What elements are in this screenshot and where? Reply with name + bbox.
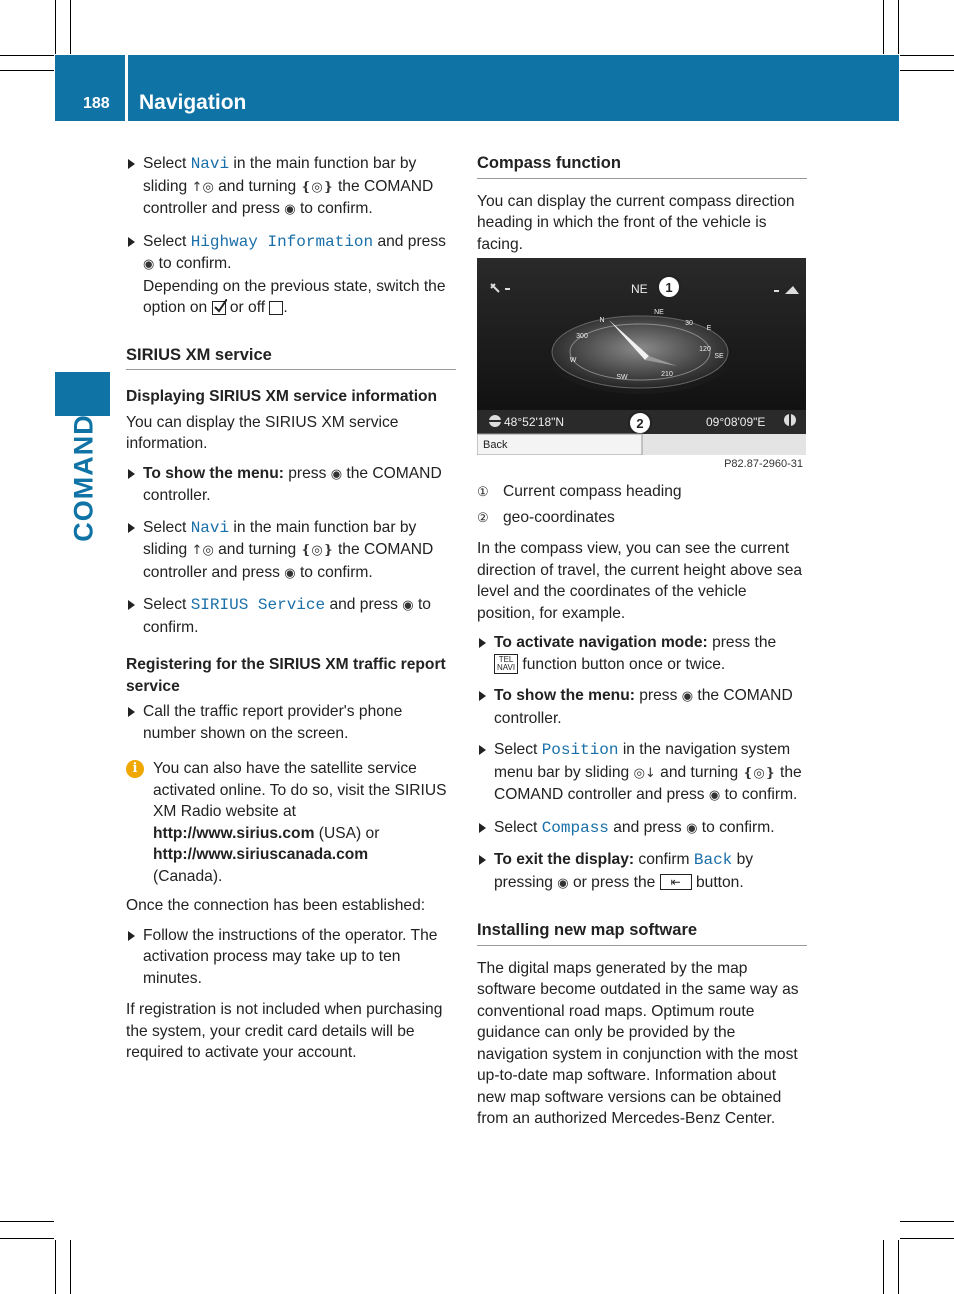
map-software-text: The digital maps generated by the map software become outdated in the same way as conventional road maps. Optimum route guidance can only be provided by the navigation system in conjunction with the most up-to-date map software. Information about new map software versions can be obtained from an authorized Mercedes-Benz Center. [477,959,799,1127]
step-select-navi-2 [126,517,456,585]
turn-icon: ❴◎❵ [300,179,334,195]
text: (Canada). [153,867,223,885]
text: and turning [655,763,743,781]
text: Select [494,741,542,758]
text: Select [143,155,191,172]
compass-heading: Compass function [477,153,807,179]
connection-text: Once the connection has been established: [126,897,426,914]
crop-mark [883,0,884,54]
compass-screen [477,258,806,455]
press-icon: ◉ [708,788,721,803]
callout-2-label: 2 [636,416,644,431]
crop-mark [0,55,54,56]
side-tab [55,372,110,416]
text: Select [143,518,191,536]
back-button-icon: ⇤ [660,874,692,890]
compass-intro: You can display the current compass direction heading in which the front of the vehicle is facing. [477,192,795,253]
header-divider [125,55,128,121]
text: and turning [213,177,301,195]
step-select-sirius-service [126,594,456,638]
text: To show the menu: [494,687,635,704]
turn-icon: ❴◎❵ [300,543,334,558]
turn-icon: ❴◎❵ [742,765,776,781]
crop-mark [900,55,954,56]
crop-mark [55,0,56,54]
text: Call the traffic report provider's phone number shown on the screen. [143,703,403,742]
callout-2 [629,412,651,434]
dial-label: 210 [661,371,673,378]
crop-mark [55,1240,56,1294]
right-column-continued [477,481,807,1138]
step-select-compass [477,817,807,840]
text: to confirm. [295,563,373,581]
crop-mark [900,1238,954,1239]
text: to confirm. [295,200,373,217]
text: Follow the instructions of the operator. The activation process may take up to ten minutes. [143,926,438,987]
step-call-provider [126,701,456,744]
callout-1 [658,276,680,298]
text: Select [143,232,191,250]
text: to confirm. [697,818,775,836]
info-icon: i [126,760,144,778]
text: the COMAND controller and press [494,763,802,803]
checkmark-icon [213,299,227,313]
dial-label: E [706,325,712,332]
text: the COMAND controller and press [143,177,434,217]
step-select-position [477,739,807,807]
figure-caption: P82.87-2960-31 [724,458,803,470]
text: and press [608,818,687,836]
text: You can also have the satellite service activated online. To do so, visit the SIRIUS XM Radio website at [153,760,447,820]
menu-item-back: Back [693,851,733,869]
crop-mark [0,1238,54,1239]
dial-label: W [569,357,577,364]
section-title: Navigation [139,91,247,114]
text: button. [691,873,744,891]
text: to confirm. [720,786,798,803]
dial-label: N [599,317,605,324]
press-icon: ◉ [557,875,569,891]
step-follow-instructions [126,925,456,990]
legend-number: ② [477,509,489,525]
menu-item-compass: Compass [541,818,609,837]
left-column [126,153,456,1072]
menu-item-highway-information: Highway Information [190,232,374,251]
step-exit-display [477,849,807,894]
crop-mark [898,1240,899,1294]
text: confirm [634,851,694,868]
slide-up-icon: ↑◎ [191,543,214,558]
dial-label: 120 [699,346,711,353]
dial-label: SW [616,374,628,381]
slide-up-icon: ↑◎ [191,179,214,195]
siriuscanada-url-link[interactable]: http://www.siriuscanada.com [153,846,369,863]
text: To exit the display: [494,851,635,868]
right-column [477,153,807,263]
text: . [283,299,288,316]
back-button[interactable]: Back [483,439,508,451]
slide-down-icon: ◎↓ [633,765,656,781]
menu-item-sirius-service: SIRIUS Service [190,596,326,614]
page-header [55,55,899,121]
crop-mark [0,1221,54,1222]
dial-label: 300 [576,333,588,340]
crop-mark [70,0,71,54]
text: in the main function bar by sliding [143,155,417,195]
text: and press [373,232,446,250]
text: and turning [213,541,301,558]
display-heading: Displaying SIRIUS XM service information [126,388,438,405]
step-show-menu [477,685,807,729]
text: press [634,687,682,704]
key-label: TEL [498,655,514,665]
text: in the navigation system menu bar by sliding [494,741,791,781]
info-note [126,758,456,887]
key-label: NAVI [497,663,516,673]
text: the COMAND controller and press [143,541,434,581]
text: to confirm. [143,596,431,636]
dial-label: NE [654,309,664,316]
step-select-highway-information [126,231,456,319]
latitude-value: 48°52'18"N [504,415,565,429]
legend-text: Current compass heading [503,483,682,500]
text: to confirm. [154,255,232,272]
compass-screen-graphic [477,258,806,455]
display-intro: You can display the SIRIUS XM service information. [126,413,399,452]
text: Depending on the previous state, switch the option on [143,277,446,316]
text: (USA) or [314,824,380,842]
sirius-url-link[interactable]: http://www.sirius.com [153,824,315,842]
crop-mark [0,70,54,71]
text: or press the [568,873,660,891]
text: the COMAND controller. [143,464,442,504]
map-software-heading: Installing new map software [477,920,807,946]
page-number: 188 [83,95,110,112]
side-tab-label: COMAND [68,414,99,542]
menu-item-navi: Navi [190,155,230,173]
press-icon: ◉ [402,598,414,613]
crop-mark [900,1221,954,1222]
crop-mark [900,70,954,71]
text: To show the menu: [143,464,284,482]
gps-icon [784,414,796,426]
press-icon: ◉ [143,257,155,272]
text: or off [225,299,270,316]
crop-mark [70,1240,71,1294]
legend-text: geo-coordinates [503,508,615,526]
step-show-menu [126,463,456,507]
callout-1-label: 1 [665,280,673,295]
compass-view-text: In the compass view, you can see the current direction of travel, the current height above sea level and the coordinates of the vehicle position, for example. [477,540,803,622]
press-icon: ◉ [681,689,694,704]
text: function button once or twice. [518,655,726,673]
text: press [283,464,331,482]
checkbox-checked-icon [212,301,226,315]
text: To activate navigation mode: [494,634,708,651]
text: Select [494,818,542,836]
step-activate-navigation [477,632,807,675]
sirius-heading: SIRIUS XM service [126,345,456,371]
press-icon: ◉ [284,565,296,581]
press-icon: ◉ [330,466,343,482]
press-icon: ◉ [284,202,296,217]
text: in the main function bar by sliding [143,518,417,558]
crop-mark [883,1240,884,1294]
text: by pressing [494,851,754,891]
registration-text: If registration is not included when purchasing the system, your credit card details will be required to activate your account. [126,1001,443,1061]
step-select-navi [126,153,456,221]
text: the COMAND controller. [494,687,793,727]
dial-label: SE [714,353,724,360]
register-heading: Registering for the SIRIUS XM traffic report service [126,656,446,695]
legend-item [477,507,807,529]
crop-mark [898,0,899,54]
legend-item [477,481,807,503]
compass-figure [477,258,806,472]
heading-direction: NE [631,282,648,296]
menu-item-position: Position [541,741,619,759]
checkbox-unchecked-icon [269,301,283,315]
dial-label: 30 [685,320,693,327]
text: Select [143,596,191,613]
legend-number: ① [477,484,489,499]
tel-navi-button-icon [494,654,518,674]
longitude-value: 09°08'09"E [706,415,766,429]
text: press the [707,634,777,651]
press-icon: ◉ [686,820,698,836]
text: and press [325,596,403,613]
menu-item-navi: Navi [190,518,230,537]
